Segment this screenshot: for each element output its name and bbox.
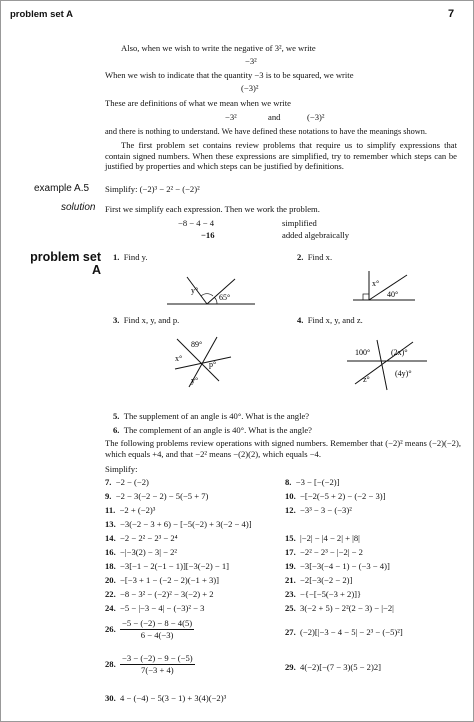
exercise-28-fraction bbox=[120, 653, 195, 676]
exercise-number: 26. bbox=[105, 624, 116, 634]
intro-line-1: Also, when we wish to write the negative of 3², we write bbox=[121, 43, 316, 53]
review-intro: The following problems review operations with signed numbers. Remember that (−2)² means (−2)(−2), which equals +4, and that −2² means −(2)(2), which equals −4. bbox=[105, 438, 461, 459]
exercise-10 bbox=[285, 491, 386, 502]
exercise-expression: 3(−2 + 5) − 2²(2 − 3) − |−2| bbox=[300, 603, 394, 613]
exercise-expression: 4 − (−4) − 5(3 − 1) + 3(4)(−2)³ bbox=[120, 693, 227, 703]
figure-2-label-40: 40° bbox=[387, 290, 399, 299]
problem-6-number: 6. bbox=[113, 425, 120, 435]
figure-1-label-65: 65° bbox=[219, 293, 231, 302]
solution-step-1-note: simplified bbox=[282, 218, 317, 228]
exercise-number: 16. bbox=[105, 547, 116, 557]
exercise-expression: −|−3(2) − 3| − 2² bbox=[120, 547, 177, 557]
problem-set-title bbox=[23, 251, 101, 277]
exercise-12 bbox=[285, 505, 352, 516]
exercise-number: 19. bbox=[285, 561, 296, 571]
exercise-20 bbox=[105, 575, 219, 586]
exercise-number: 9. bbox=[105, 491, 112, 501]
problem-set-title-line-1: problem set bbox=[30, 250, 101, 264]
problem-3 bbox=[113, 315, 179, 326]
intro-expr-2: (−3)² bbox=[241, 83, 259, 93]
solution-label: solution bbox=[61, 202, 96, 213]
problem-2 bbox=[297, 252, 332, 263]
problem-3-text: Find x, y, and p. bbox=[123, 315, 180, 325]
exercise-number: 29. bbox=[285, 662, 296, 672]
exercise-number: 12. bbox=[285, 505, 296, 515]
exercise-11 bbox=[105, 505, 155, 516]
exercise-number: 11. bbox=[105, 505, 116, 515]
exercise-number: 10. bbox=[285, 491, 296, 501]
exercise-expression: −3(−2 − 3 + 6) − [−5(−2) + 3(−2 − 4)] bbox=[120, 519, 252, 529]
exercise-28 bbox=[105, 653, 195, 676]
exercise-13 bbox=[105, 519, 252, 530]
simplify-label: Simplify: bbox=[105, 464, 138, 474]
exercise-expression: (−2)[|−3 − 4 − 5| − 2³ − (−5)²] bbox=[300, 627, 403, 637]
problem-1 bbox=[113, 252, 148, 263]
exercise-15 bbox=[285, 533, 360, 544]
exercise-number: 14. bbox=[105, 533, 116, 543]
exercise-number: 17. bbox=[285, 547, 296, 557]
exercise-expression: −2 + (−2)³ bbox=[119, 505, 156, 515]
intro-line-4: and there is nothing to understand. We have defined these notations to have the meanings shown. bbox=[105, 127, 427, 136]
problem-5-text: The supplement of an angle is 40°. What is the angle? bbox=[123, 411, 310, 421]
exercise-number: 28. bbox=[105, 659, 116, 669]
exercise-number: 25. bbox=[285, 603, 296, 613]
problem-5 bbox=[113, 411, 309, 422]
fraction-numerator: −5 − (−2) − 8 − 4(5) bbox=[122, 618, 193, 628]
exercise-30 bbox=[105, 693, 226, 704]
problem-1-number: 1. bbox=[113, 252, 120, 262]
figure-4-angle-diagram bbox=[341, 336, 431, 394]
exercise-expression: −5 − |−3 − 4| − (−3)² − 3 bbox=[120, 603, 205, 613]
exercise-number: 23. bbox=[285, 589, 296, 599]
problem-5-number: 5. bbox=[113, 411, 120, 421]
exercise-18 bbox=[105, 561, 229, 572]
figure-4-label-z: z° bbox=[363, 375, 370, 384]
exercise-expression: −3[−1 − 2(−1 − 1)][−3(−2) − 1] bbox=[120, 561, 229, 571]
intro-paragraph: The first problem set contains review problems that require us to simplify expressions that contain signed numbers. When these expressions are simplified, try to remember which steps can be justified by properties and which steps can be justified by definitions. bbox=[105, 140, 457, 172]
figure-4-label-100: 100° bbox=[355, 348, 371, 357]
exercise-expression: 4(−2)[−(7 − 3)(5 − 2)2] bbox=[300, 662, 381, 672]
example-prompt: Simplify: (−2)³ − 2² − (−2)² bbox=[105, 184, 200, 194]
exercise-expression: −[−3 + 1 − (−2 − 2)(−1 + 3)] bbox=[120, 575, 219, 585]
solution-text: First we simplify each expression. Then we work the problem. bbox=[105, 204, 320, 214]
exercise-number: 13. bbox=[105, 519, 116, 529]
figure-3-label-89: 89° bbox=[191, 340, 203, 349]
fraction-denominator: 6 − 4(−3) bbox=[140, 630, 174, 640]
exercise-number: 15. bbox=[285, 533, 296, 543]
intro-line-3: These are definitions of what we mean when we write bbox=[105, 98, 291, 108]
exercise-expression: −3 − [−(−2)] bbox=[295, 477, 340, 487]
problem-4-number: 4. bbox=[297, 315, 304, 325]
problem-3-number: 3. bbox=[113, 315, 120, 325]
fraction-denominator: 7(−3 + 4) bbox=[141, 665, 174, 675]
figure-2-label-x: x° bbox=[372, 279, 380, 288]
exercise-16 bbox=[105, 547, 177, 558]
exercise-number: 20. bbox=[105, 575, 116, 585]
figure-1-angle-diagram bbox=[161, 269, 261, 317]
exercise-expression: −2 − 3(−2 − 2) − 5(−5 + 7) bbox=[115, 491, 209, 501]
exercise-expression: −3³ − 3 − (−3)² bbox=[300, 505, 352, 515]
problem-4 bbox=[297, 315, 363, 326]
exercise-19 bbox=[285, 561, 390, 572]
intro-expr-3b: (−3)² bbox=[307, 112, 325, 122]
figure-3-label-x: x° bbox=[175, 354, 183, 363]
intro-expr-1: −3² bbox=[245, 56, 257, 66]
exercise-number: 21. bbox=[285, 575, 296, 585]
running-header: problem set A bbox=[10, 9, 73, 20]
problem-2-number: 2. bbox=[297, 252, 304, 262]
intro-expr-3-and: and bbox=[268, 112, 281, 122]
solution-step-1-expr: −8 − 4 − 4 bbox=[178, 218, 215, 228]
solution-step-2-expr: −16 bbox=[201, 230, 215, 240]
intro-line-2: When we wish to indicate that the quantity −3 is to be squared, we write bbox=[105, 70, 354, 80]
exercise-7 bbox=[105, 477, 149, 488]
example-label: example A.5 bbox=[34, 183, 90, 194]
exercise-expression: −2 − (−2) bbox=[115, 477, 149, 487]
exercise-21 bbox=[285, 575, 352, 586]
figure-1-label-y: y° bbox=[191, 286, 199, 295]
problem-1-text: Find y. bbox=[123, 252, 148, 262]
exercise-expression: −2² − 2³ − |−2| − 2 bbox=[300, 547, 363, 557]
page-number: 7 bbox=[448, 8, 455, 20]
problem-4-text: Find x, y, and z. bbox=[307, 315, 363, 325]
exercise-number: 27. bbox=[285, 627, 296, 637]
exercise-9 bbox=[105, 491, 208, 502]
figure-3-label-y: y° bbox=[191, 376, 199, 385]
exercise-number: 7. bbox=[105, 477, 112, 487]
figure-3-label-p: p° bbox=[209, 360, 217, 369]
exercise-29 bbox=[285, 662, 381, 673]
exercise-number: 24. bbox=[105, 603, 116, 613]
exercise-22 bbox=[105, 589, 214, 600]
exercise-expression: −{−[−5(−3 + 2)]} bbox=[300, 589, 362, 599]
exercise-26-fraction bbox=[120, 618, 194, 641]
exercise-17 bbox=[285, 547, 363, 558]
exercise-23 bbox=[285, 589, 361, 600]
exercise-8 bbox=[285, 477, 339, 488]
figure-2-angle-diagram bbox=[349, 267, 419, 311]
exercise-14 bbox=[105, 533, 178, 544]
intro-expr-3a: −3² bbox=[225, 112, 237, 122]
figure-4-label-2x: (2x)° bbox=[391, 348, 408, 357]
exercise-expression: −[−2(−5 + 2) − (−2 − 3)] bbox=[300, 491, 386, 501]
exercise-26 bbox=[105, 618, 194, 641]
exercise-number: 22. bbox=[105, 589, 116, 599]
exercise-25 bbox=[285, 603, 394, 614]
problem-2-text: Find x. bbox=[307, 252, 333, 262]
figure-3-angle-diagram bbox=[169, 331, 239, 391]
problem-set-title-line-2: A bbox=[91, 263, 101, 277]
exercise-expression: |−2| − |4 − 2| + |8| bbox=[300, 533, 360, 543]
solution-step-2-note: added algebraically bbox=[282, 230, 350, 240]
exercise-24 bbox=[105, 603, 204, 614]
problem-6 bbox=[113, 425, 312, 436]
exercise-expression: −3[−3(−4 − 1) − (−3 − 4)] bbox=[300, 561, 390, 571]
figure-4-label-4y: (4y)° bbox=[395, 369, 412, 378]
exercise-number: 8. bbox=[285, 477, 292, 487]
problem-6-text: The complement of an angle is 40°. What is the angle? bbox=[123, 425, 312, 435]
fraction-numerator: −3 − (−2) − 9 − (−5) bbox=[122, 653, 193, 663]
exercise-expression: −2 − 2² − 2³ − 2⁴ bbox=[120, 533, 178, 543]
exercise-27 bbox=[285, 627, 403, 638]
exercise-number: 18. bbox=[105, 561, 116, 571]
exercise-expression: −2[−3(−2 − 2)] bbox=[300, 575, 353, 585]
exercise-number: 30. bbox=[105, 693, 116, 703]
exercise-expression: −8 − 3² − (−2)² − 3(−2) + 2 bbox=[120, 589, 214, 599]
